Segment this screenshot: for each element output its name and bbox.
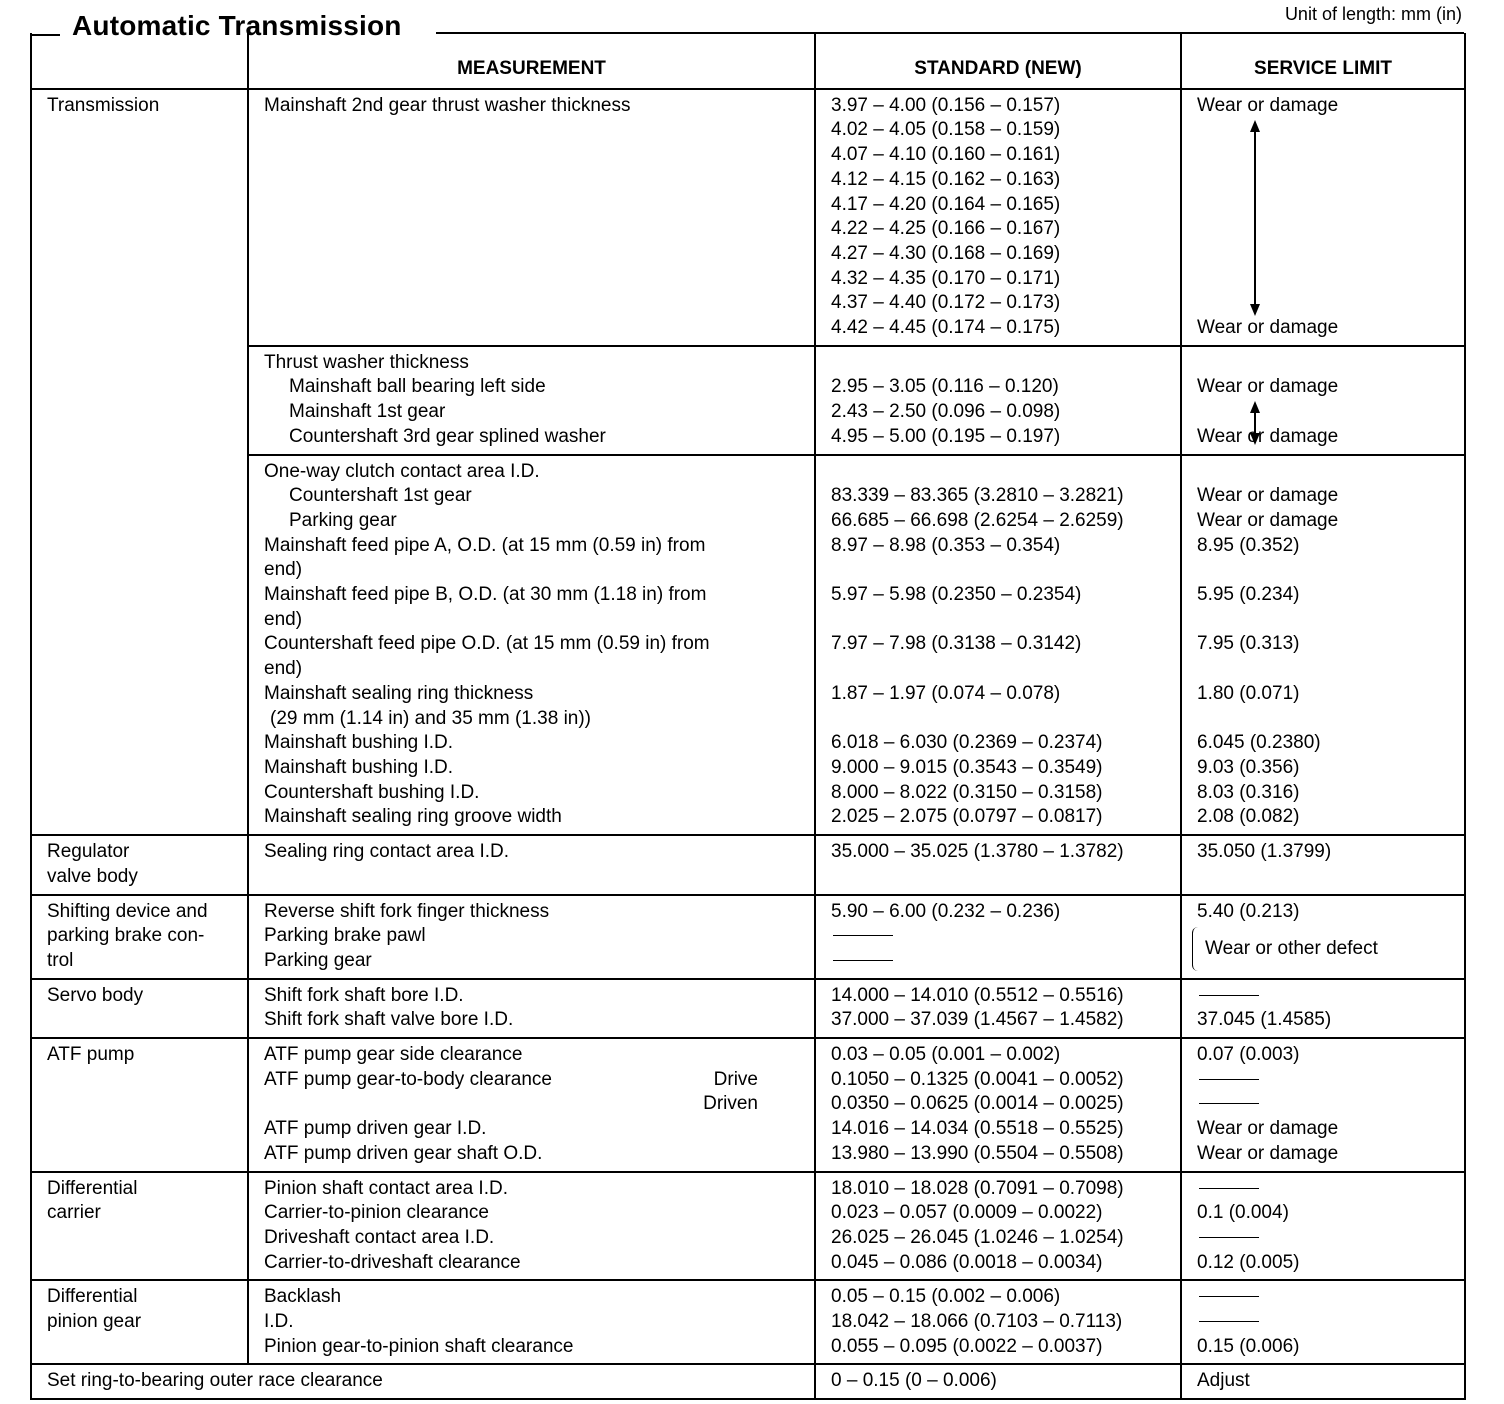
cell-line	[1197, 118, 1464, 143]
cell-line: 4.02 – 4.05 (0.158 – 0.159)	[831, 119, 1061, 141]
cell-line: Mainshaft feed pipe B, O.D. (at 30 mm (1.18 in) from	[264, 584, 707, 606]
cell-line	[1197, 608, 1464, 633]
measurement-cell	[248, 89, 815, 346]
cell-line: Sealing ring contact area I.D.	[264, 841, 510, 863]
table-row	[31, 1038, 1465, 1172]
cell-line: Countershaft bushing I.D.	[264, 781, 480, 803]
limit-cell	[1181, 455, 1465, 836]
cell-line: 6.045 (0.2380)	[1197, 732, 1321, 754]
cell-line: Differential	[47, 1286, 138, 1308]
cell-line: Wear or damage	[1197, 316, 1339, 338]
cell-line: 0 – 0.15 (0 – 0.006)	[831, 1370, 997, 1392]
cell-line: Pinion shaft contact area I.D.	[264, 1177, 508, 1199]
cell-line: 0.05 – 0.15 (0.002 – 0.006)	[831, 1286, 1061, 1308]
cell-line: (29 mm (1.14 in) and 35 mm (1.38 in))	[270, 707, 592, 729]
cell-line: end)	[264, 608, 303, 630]
cell-line: Driveshaft contact area I.D.	[264, 1226, 495, 1248]
measurement-cell	[248, 895, 815, 979]
cell-line: 3.97 – 4.00 (0.156 – 0.157)	[831, 94, 1061, 116]
cell-line: Wear or damage	[1197, 509, 1339, 531]
table-row	[31, 1364, 1465, 1399]
not-applicable-dash	[1197, 1310, 1464, 1335]
header-blank	[31, 33, 248, 89]
not-applicable-dash	[1197, 1092, 1464, 1117]
cell-line: 26.025 – 26.045 (1.0246 – 1.0254)	[831, 1226, 1124, 1248]
cell-line: Shift fork shaft valve bore I.D.	[264, 1009, 514, 1031]
cell-line: 7.95 (0.313)	[1197, 633, 1300, 655]
cell-line: 83.339 – 83.365 (3.2810 – 3.2821)	[831, 485, 1124, 507]
standard-cell	[815, 1038, 1181, 1172]
cell-line: 4.22 – 4.25 (0.166 – 0.167)	[831, 218, 1061, 240]
cell-line: pinion gear	[47, 1311, 142, 1333]
not-applicable-dash	[1197, 984, 1464, 1009]
cell-line	[1197, 460, 1464, 485]
arrow-down-icon	[1250, 304, 1260, 316]
limit-cell	[1181, 1364, 1465, 1399]
cell-line: 0.1050 – 0.1325 (0.0041 – 0.0052)	[831, 1068, 1124, 1090]
cell-line: 35.000 – 35.025 (1.3780 – 1.3782)	[831, 841, 1124, 863]
cell-line: 0.07 (0.003)	[1197, 1044, 1300, 1066]
cell-line: Mainshaft feed pipe A, O.D. (at 15 mm (0.59 in) from	[264, 534, 706, 556]
cell-line: 8.000 – 8.022 (0.3150 – 0.3158)	[831, 781, 1103, 803]
cell-line: 4.37 – 4.40 (0.172 – 0.173)	[831, 292, 1061, 314]
limit-cell	[1181, 1172, 1465, 1281]
cell-line: 0.023 – 0.057 (0.0009 – 0.0022)	[831, 1202, 1103, 1224]
cell-line: Wear or damage	[1197, 485, 1339, 507]
limit-cell	[1181, 89, 1465, 346]
cell-line: Wear or damage	[1197, 425, 1339, 447]
cell-line: ATF pump gear side clearance	[264, 1044, 523, 1066]
category-servo	[31, 979, 248, 1038]
cell-line: valve body	[47, 865, 138, 887]
cell-line: Wear or damage	[1197, 94, 1339, 116]
cell-line: One-way clutch contact area I.D.	[264, 460, 540, 482]
cell-line: 0.12 (0.005)	[1197, 1251, 1300, 1273]
cell-line: ATF pump gear-to-body clearance Drive	[264, 1068, 758, 1090]
cell-line	[831, 460, 1180, 485]
cell-line: Reverse shift fork finger thickness	[264, 900, 550, 922]
cell-line	[831, 351, 1180, 376]
cell-line: Wear or damage	[1197, 376, 1339, 398]
cell-line: 0.15 (0.006)	[1197, 1335, 1300, 1357]
unit-note: Unit of length: mm (in)	[1284, 4, 1462, 24]
category-differential-pinion	[31, 1280, 248, 1364]
cell-line: ATF pump driven gear shaft O.D.	[264, 1142, 543, 1164]
cell-line: 37.000 – 37.039 (1.4567 – 1.4582)	[831, 1009, 1124, 1031]
not-applicable-dash	[1197, 1177, 1464, 1202]
cell-line: 4.32 – 4.35 (0.170 – 0.171)	[831, 267, 1061, 289]
cell-line: ATF pump driven gear I.D.	[264, 1118, 487, 1140]
cell-line: trol	[47, 949, 74, 971]
cell-line: Backlash	[264, 1286, 342, 1308]
cell-line: 0.045 – 0.086 (0.0018 – 0.0034)	[831, 1251, 1103, 1273]
cell-line: 1.87 – 1.97 (0.074 – 0.078)	[831, 682, 1061, 704]
cell-line: 7.97 – 7.98 (0.3138 – 0.3142)	[831, 633, 1082, 655]
cell-line: Carrier-to-driveshaft clearance	[264, 1251, 521, 1273]
cell-line: Mainshaft ball bearing left side	[289, 376, 546, 398]
cell-line: 8.95 (0.352)	[1197, 534, 1300, 556]
cell-line: 0.0350 – 0.0625 (0.0014 – 0.0025)	[831, 1093, 1124, 1115]
header-service-limit: SERVICE LIMIT	[1181, 33, 1465, 89]
category-differential-carrier	[31, 1172, 248, 1281]
cell-line: 4.12 – 4.15 (0.162 – 0.163)	[831, 168, 1061, 190]
table-row	[31, 835, 1465, 894]
cell-line: Carrier-to-pinion clearance	[264, 1202, 489, 1224]
cell-line: Regulator	[47, 841, 130, 863]
measurement-cell	[248, 1280, 815, 1364]
measurement-cell	[248, 455, 815, 836]
brace-icon	[1192, 927, 1201, 971]
category-shifting	[31, 895, 248, 979]
cell-line: end)	[264, 658, 303, 680]
cell-line	[1197, 558, 1464, 583]
cell-line: 0.055 – 0.095 (0.0022 – 0.0037)	[831, 1335, 1103, 1357]
cell-line	[1197, 242, 1464, 267]
standard-cell	[815, 1280, 1181, 1364]
cell-line	[1197, 291, 1464, 316]
cell-line: 4.07 – 4.10 (0.160 – 0.161)	[831, 144, 1061, 166]
cell-line: Thrust washer thickness	[264, 351, 469, 373]
cell-line: 2.43 – 2.50 (0.096 – 0.098)	[831, 401, 1061, 423]
cell-line: 5.95 (0.234)	[1197, 584, 1300, 606]
cell-line: Parking brake pawl	[264, 925, 426, 947]
cell-line: Countershaft feed pipe O.D. (at 15 mm (0.59 in) from	[264, 633, 710, 655]
cell-line	[1197, 143, 1464, 168]
cell-line: 6.018 – 6.030 (0.2369 – 0.2374)	[831, 732, 1103, 754]
cell-line: Mainshaft 2nd gear thrust washer thickness	[264, 94, 631, 116]
cell-line: 8.03 (0.316)	[1197, 781, 1300, 803]
cell-line: Mainshaft 1st gear	[289, 401, 446, 423]
cell-line	[1197, 707, 1464, 732]
cell-line: Wear or damage	[1197, 1142, 1339, 1164]
cell-line: end)	[264, 559, 303, 581]
not-applicable-dash	[1197, 1226, 1464, 1251]
cell-line: 4.95 – 5.00 (0.195 – 0.197)	[831, 425, 1061, 447]
arrow-down-icon	[1250, 433, 1260, 445]
cell-line: Shift fork shaft bore I.D.	[264, 984, 464, 1006]
not-applicable-dash	[1197, 1068, 1464, 1093]
cell-line: 4.27 – 4.30 (0.168 – 0.169)	[831, 242, 1061, 264]
header-standard: STANDARD (NEW)	[815, 33, 1181, 89]
cell-line	[831, 657, 1180, 682]
cell-line: 5.40 (0.213)	[1197, 900, 1300, 922]
standard-cell	[815, 346, 1181, 455]
measurement-cell	[248, 1038, 815, 1172]
cell-line: 18.010 – 18.028 (0.7091 – 0.7098)	[831, 1177, 1124, 1199]
cell-line: 9.03 (0.356)	[1197, 756, 1300, 778]
not-applicable-dash	[831, 924, 1180, 949]
category-atf-pump	[31, 1038, 248, 1172]
cell-line	[1197, 351, 1464, 376]
cell-line	[1197, 192, 1464, 217]
cell-line: Transmission	[47, 94, 160, 116]
cell-line: Wear or damage	[1197, 1118, 1339, 1140]
cell-line: Countershaft 3rd gear splined washer	[289, 425, 606, 447]
measurement-cell	[248, 1172, 815, 1281]
cell-line: Driven	[703, 1093, 758, 1115]
cell-line: 13.980 – 13.990 (0.5504 – 0.5508)	[831, 1142, 1124, 1164]
cell-line: ATF pump	[47, 1044, 135, 1066]
cell-line: I.D.	[264, 1311, 294, 1333]
standard-cell	[815, 1172, 1181, 1281]
cell-line: parking brake con-	[47, 925, 205, 947]
cell-line: 5.90 – 6.00 (0.232 – 0.236)	[831, 900, 1061, 922]
range-arrow-line	[1254, 130, 1256, 306]
table-row	[31, 89, 1465, 346]
cell-line	[831, 608, 1180, 633]
cell-line: 37.045 (1.4585)	[1197, 1009, 1332, 1031]
cell-line: 8.97 – 8.98 (0.353 – 0.354)	[831, 534, 1061, 556]
cell-line: 0.03 – 0.05 (0.001 – 0.002)	[831, 1044, 1061, 1066]
cell-line: Parking gear	[289, 509, 397, 531]
not-applicable-dash	[1197, 1285, 1464, 1310]
cell-line: carrier	[47, 1202, 101, 1224]
measurement-cell	[248, 346, 815, 455]
cell-line: 1.80 (0.071)	[1197, 682, 1300, 704]
page-title: Automatic Transmission	[72, 10, 402, 41]
cell-line: Adjust	[1197, 1370, 1250, 1392]
measurement-cell	[248, 835, 815, 894]
table-row	[31, 1172, 1465, 1281]
cell-line: Mainshaft sealing ring groove width	[264, 806, 562, 828]
standard-cell	[815, 89, 1181, 346]
cell-line: 14.016 – 14.034 (0.5518 – 0.5525)	[831, 1118, 1124, 1140]
cell-line: Shifting device and	[47, 900, 208, 922]
table-row	[31, 1280, 1465, 1364]
cell-line: Servo body	[47, 984, 144, 1006]
cell-line: 5.97 – 5.98 (0.2350 – 0.2354)	[831, 584, 1082, 606]
category-regulator	[31, 835, 248, 894]
cell-line: 4.17 – 4.20 (0.164 – 0.165)	[831, 193, 1061, 215]
standard-cell	[815, 979, 1181, 1038]
cell-line: 9.000 – 9.015 (0.3543 – 0.3549)	[831, 756, 1103, 778]
table-row	[31, 979, 1465, 1038]
category-transmission	[31, 89, 248, 835]
cell-line	[1197, 267, 1464, 292]
limit-cell	[1181, 1038, 1465, 1172]
cell-line	[831, 558, 1180, 583]
table-row	[31, 895, 1465, 979]
cell-line	[1197, 168, 1464, 193]
limit-cell	[1181, 895, 1465, 979]
cell-line	[831, 707, 1180, 732]
header-row	[31, 33, 1465, 89]
cell-line: 2.025 – 2.075 (0.0797 – 0.0817)	[831, 806, 1103, 828]
cell-line: Parking gear	[264, 949, 372, 971]
cell-line: Mainshaft sealing ring thickness	[264, 682, 534, 704]
cell-line: 14.000 – 14.010 (0.5512 – 0.5516)	[831, 984, 1124, 1006]
measurement-cell	[248, 979, 815, 1038]
cell-line: Differential	[47, 1177, 138, 1199]
limit-cell	[1181, 979, 1465, 1038]
not-applicable-dash	[831, 949, 1180, 974]
cell-line: 66.685 – 66.698 (2.6254 – 2.6259)	[831, 509, 1124, 531]
cell-line: 18.042 – 18.066 (0.7103 – 0.7113)	[831, 1311, 1123, 1333]
cell-line: 0.1 (0.004)	[1197, 1202, 1289, 1224]
measurement-cell	[31, 1364, 815, 1399]
cell-line	[1197, 400, 1464, 425]
limit-cell	[1181, 346, 1465, 455]
cell-line: Mainshaft bushing I.D.	[264, 756, 454, 778]
standard-cell	[815, 895, 1181, 979]
limit-cell	[1181, 835, 1465, 894]
limit-cell	[1181, 1280, 1465, 1364]
cell-line: Wear or other defect	[1192, 924, 1464, 973]
cell-line: 2.08 (0.082)	[1197, 806, 1300, 828]
standard-cell	[815, 455, 1181, 836]
cell-line: Set ring-to-bearing outer race clearance	[47, 1370, 383, 1392]
cell-line: 2.95 – 3.05 (0.116 – 0.120)	[831, 376, 1059, 398]
cell-line	[1197, 657, 1464, 682]
cell-line: 4.42 – 4.45 (0.174 – 0.175)	[831, 317, 1061, 339]
standard-cell	[815, 1364, 1181, 1399]
cell-line: Pinion gear-to-pinion shaft clearance	[264, 1335, 574, 1357]
cell-line: 35.050 (1.3799)	[1197, 841, 1332, 863]
spec-table	[30, 33, 1466, 1400]
cell-line: Countershaft 1st gear	[289, 485, 472, 507]
header-measurement: MEASUREMENT	[248, 33, 815, 89]
standard-cell	[815, 835, 1181, 894]
cell-line: Mainshaft bushing I.D.	[264, 732, 454, 754]
cell-line	[1197, 217, 1464, 242]
